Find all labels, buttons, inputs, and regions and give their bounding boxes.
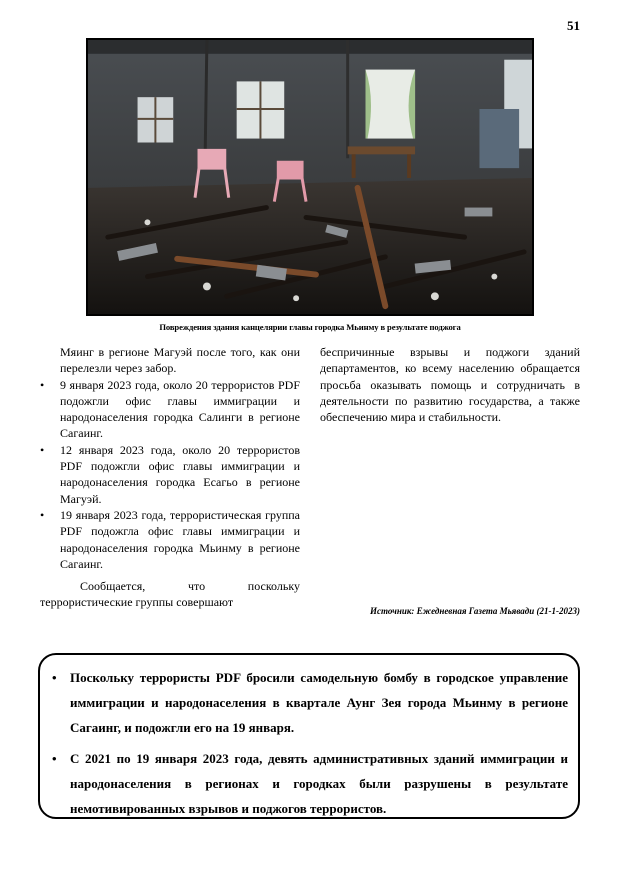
report-paragraph: Сообщается, что поскольку террористические группы совершают: [40, 579, 300, 610]
left-column: [40, 344, 300, 611]
burned-office-icon: [88, 40, 532, 314]
continuation-text: Мяинг в регионе Магуэй после того, как они перелезли через забор.: [60, 345, 300, 376]
right-column: [320, 344, 580, 425]
list-item: • 19 января 2023 года, террористическая группа PDF подожгла офис главы иммиграции и народонаселения городка Мьинму в регионе Сагаинг.: [40, 507, 300, 572]
summary-box: [38, 653, 580, 819]
incident-list: [40, 377, 300, 573]
list-item: • 12 января 2023 года, около 20 террористов PDF подожгли офис главы иммиграции и народонаселения городка Есагьо в регионе Магуэй.: [40, 442, 300, 507]
photo-caption: Повреждения здания канцелярии главы городка Мьинму в результате поджога: [159, 322, 461, 332]
source-note: Источник: Ежедневная Газета Мьявади (21-1-2023): [369, 606, 580, 616]
list-item: • 9 января 2023 года, около 20 террористов PDF подожгли офис главы иммиграции и народонаселения городка Салинги в регионе Сагаинг.: [40, 377, 300, 442]
burned-office-photo: [86, 38, 534, 316]
list-item: • Поскольку террористы PDF бросили самодельную бомбу в городское управление иммиграции и народонаселения в квартале Аунг Зея города Мьинму в регионе Сагаинг, и подожгли его на 19 января.: [50, 665, 568, 740]
report-paragraph-continued: беспричинные взрывы и поджоги зданий департаментов, ко всему населению обращается просьба оказывать помощь и сотрудничать в деятельности по развитию государства, а также обеспечению мира и стабильности.: [320, 345, 580, 425]
list-item: • С 2021 по 19 января 2023 года, девять административных зданий иммиграции и народонаселения в регионах и городках были разрушены в результате немотивированных взрывов и поджогов террористов.: [50, 746, 568, 821]
summary-list: [50, 665, 568, 821]
page-number: 51: [567, 18, 580, 33]
